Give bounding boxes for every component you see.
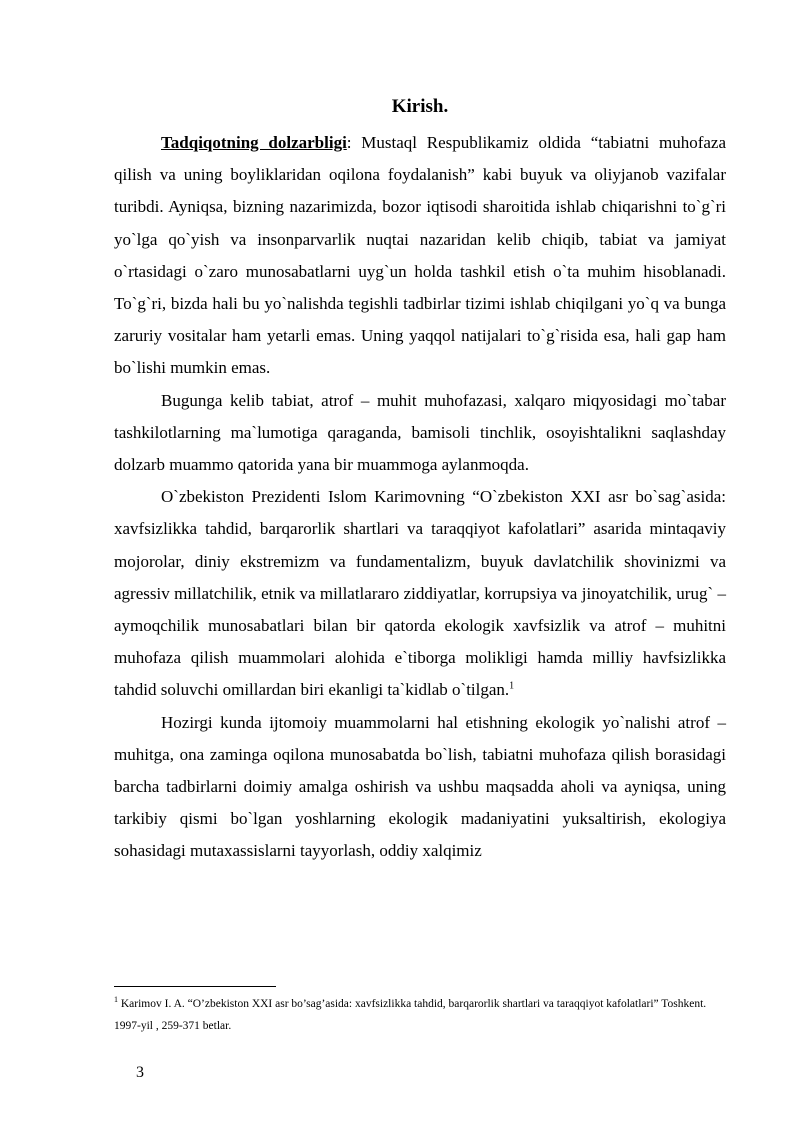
body-text [114, 127, 726, 868]
footnote-marker: 1 [114, 995, 118, 1005]
paragraph-global-issue [114, 385, 726, 482]
paragraph-ecological-direction-text: Hozirgi kunda ijtomoiy muammolarni hal etishning ekologik yo`nalishi atrof – muhitga, ona zaminga oqilona munosabatda bo`lish, tabiatni muhofaza qilish borasidagi barcha tadbirlarni doimiy amalga oshirish va ushbu maqsadda aholi va ayniqsa, uning tarkibiy qismi bo`lgan yoshlarning ekologik madaniyatini yuksaltirish, ekologiya sohasidagi mutaxassislarni tayyorlash, oddiy xalqimiz [114, 712, 726, 861]
page-number: 3 [136, 1064, 144, 1081]
footnote [114, 993, 726, 1037]
footnote-separator [114, 986, 276, 987]
relevance-label: Tadqiqotning dolzarbligi [161, 133, 347, 152]
paragraph-president-work-text: O`zbekiston Prezidenti Islom Karimovning “O`zbekiston XXI asr bo`sag`asida: xavfsizlikka tahdid, barqarorlik shartlari va taraqqiyot kafolatlari” asarida mintaqaviy mojorolar, diniy ekstremizm va fundamentalizm, buyuk davlatchilik shovinizmi va agressiv millatchilik, etnik va millatlararo ziddiyatlar, korrupsiya va jinoyatchilik, urug` – aymoqchilik munosabatlari bilan bir qatorda ekologik xavfsizlik va atrof – muhitni muhofaza qilish muammolari alohida e`tiborga molikligi hamda milliy havfsizlikka tahdid soluvchi omillardan biri ekanligi ta`kidlab o`tilgan. [114, 487, 726, 700]
footnote-text: Karimov I. A. “O’zbekiston XXI asr bo’sag’asida: xavfsizlikka tahdid, barqarorlik shartlari va taraqqiyot kafolatlari” Toshkent. 1997-yil , 259-371 betlar. [114, 998, 707, 1032]
paragraph-relevance-text: Mustaql Respublikamiz oldida “tabiatni muhofaza qilish va uning boyliklaridan oqilona foydalanish” kabi buyuk va oliyjanob vazifalar turibdi. Ayniqsa, bizning nazarimizda, bozor iqtisodi sharoitida ishlab chiqarishni to`g`ri yo`lga qo`yish va insonparvarlik nuqtai nazaridan kelib chiqib, tabiat va jamiyat o`rtasidagi o`zaro munosabatlarni uyg`un holda tashkil etish o`ta muhim hisoblanadi. To`g`ri, bizda hali bu yo`nalishda tegishli tadbirlar tizimi ishlab chiqilgani yo`q va bunga zaruriy vositalar ham yetarli emas. Uning yaqqol natijalari to`g`risida esa, hali gap ham bo`lishi mumkin emas. [114, 133, 726, 378]
paragraph-president-work [114, 481, 726, 706]
footnote-reference[interactable]: 1 [509, 680, 515, 692]
paragraph-ecological-direction [114, 707, 726, 868]
paragraph-global-issue-text: Bugunga kelib tabiat, atrof – muhit muhofazasi, xalqaro miqyosidagi mo`tabar tashkilotlarning ma`lumotiga qaraganda, bamisoli tinchlik, osoyishtalikni saqlashday dolzarb muammo qatorida yana bir muammoga aylanmoqda. [114, 390, 726, 475]
paragraph-relevance [114, 127, 726, 385]
section-heading: Kirish. [391, 96, 449, 117]
relevance-label-colon: : [346, 133, 352, 152]
